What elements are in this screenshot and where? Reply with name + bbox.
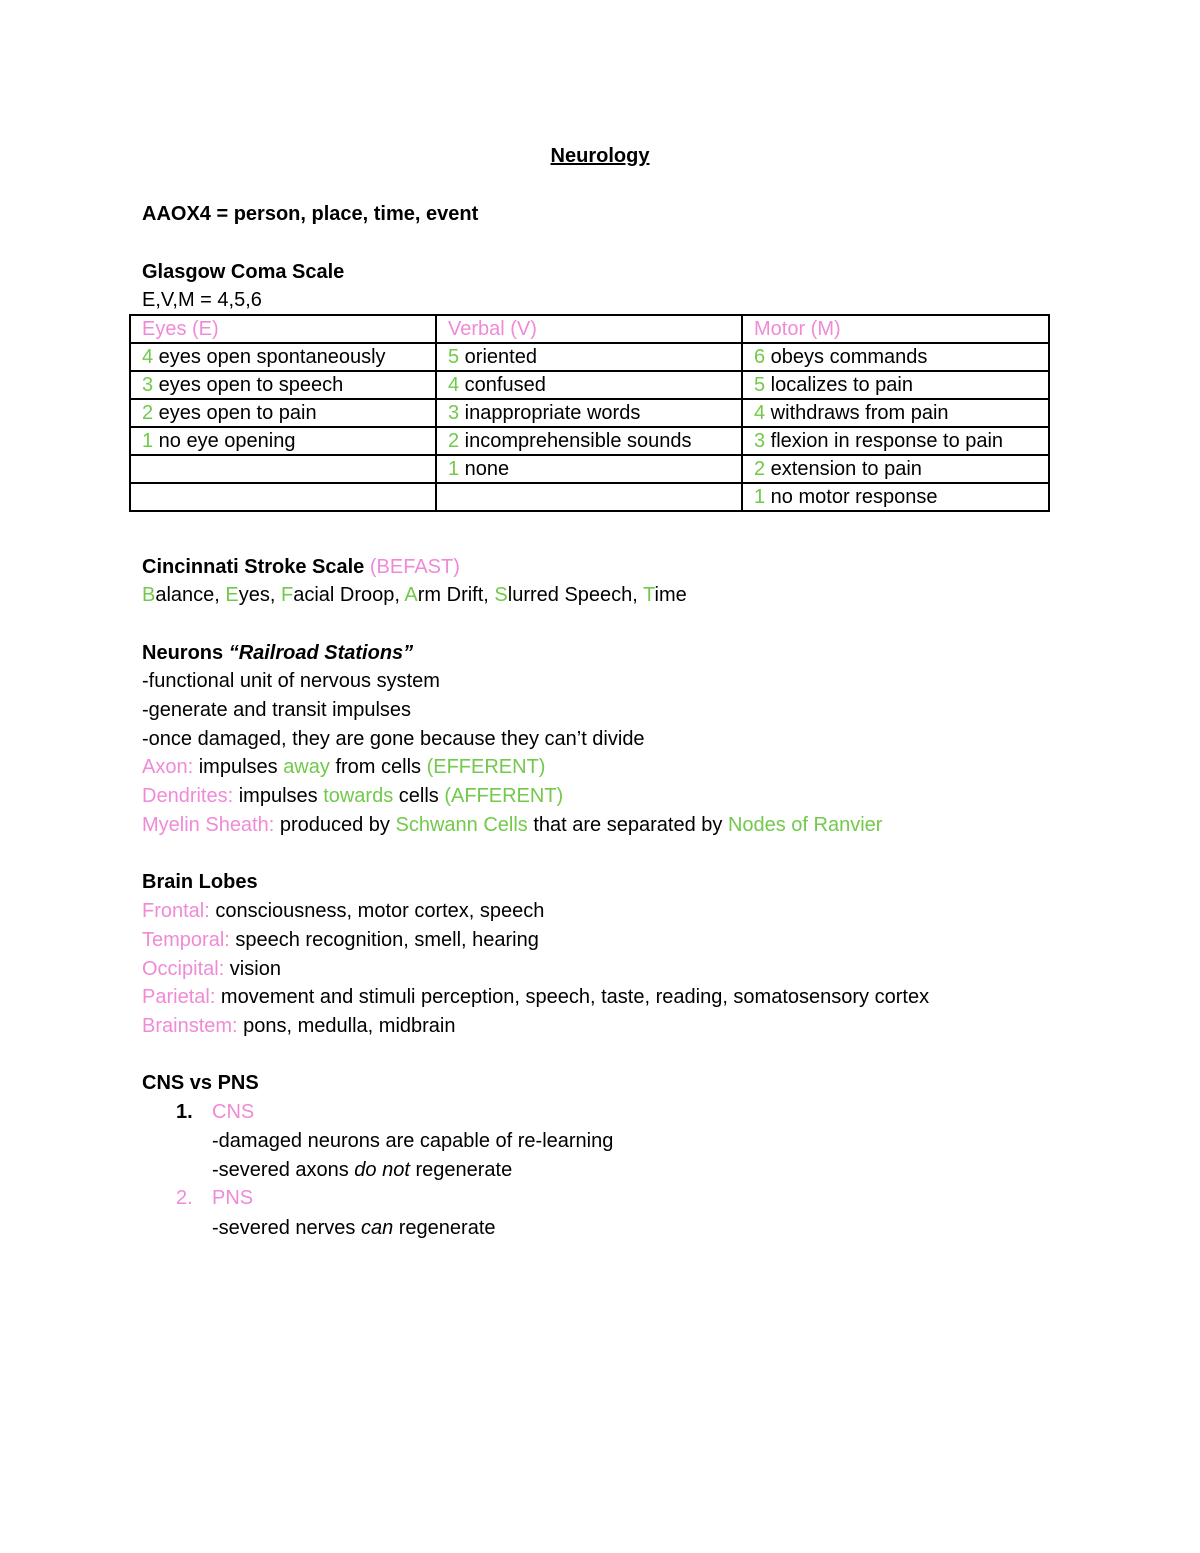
gcs-header-row <box>130 315 1049 343</box>
stroke-items-line <box>142 581 687 609</box>
pns-detail: -severed nerves <box>212 1217 361 1239</box>
stroke-sep: , <box>394 584 405 606</box>
neurons-heading-line <box>142 639 413 667</box>
stroke-heading-line <box>142 553 460 581</box>
neurons-bullet: -once damaged, they are gone because they can’t divide <box>142 728 645 750</box>
lobe-desc: vision <box>224 958 281 980</box>
gcs-score: 1 <box>754 486 766 508</box>
neurons-bullet: -functional unit of nervous system <box>142 670 440 692</box>
myelin-text: that are separated by <box>527 814 728 836</box>
lobe-term: Temporal: <box>142 929 230 951</box>
lobe-term: Brainstem: <box>142 1015 238 1037</box>
lobe-desc: pons, medulla, midbrain <box>237 1015 456 1037</box>
gcs-cell-verbal-empty <box>436 483 742 511</box>
gcs-formula: E,V,M = 4,5,6 <box>142 289 262 311</box>
gcs-score: 3 <box>448 402 460 424</box>
cns-item <box>0 1098 1200 1126</box>
gcs-desc: incomprehensible sounds <box>459 430 692 452</box>
gcs-score: 2 <box>754 458 766 480</box>
gcs-desc: no motor response <box>765 486 938 508</box>
stroke-letter: F <box>281 584 294 606</box>
gcs-cell-verbal <box>436 399 742 427</box>
gcs-cell-motor <box>742 399 1049 427</box>
aaox-line: AAOX4 = person, place, time, event <box>142 203 479 225</box>
cns-label: CNS <box>212 1101 255 1123</box>
gcs-score: 2 <box>448 430 460 452</box>
gcs-cell-verbal <box>436 427 742 455</box>
gcs-cell-motor <box>742 455 1049 483</box>
lobe-desc: consciousness, motor cortex, speech <box>209 900 545 922</box>
cnspns-heading: CNS vs PNS <box>142 1072 259 1094</box>
gcs-desc: extension to pain <box>765 458 922 480</box>
myelin-term: Myelin Sheath: <box>142 814 275 836</box>
gcs-score: 4 <box>142 346 154 368</box>
gcs-desc: localizes to pain <box>765 374 913 396</box>
cns-emphasis: do not <box>354 1159 410 1181</box>
dendrites-text: cells <box>393 785 445 807</box>
gcs-score: 4 <box>754 402 766 424</box>
stroke-letter: B <box>142 584 156 606</box>
gcs-score: 3 <box>754 430 766 452</box>
stroke-sep: , <box>214 584 226 606</box>
axon-text: impulses <box>193 756 284 778</box>
axon-highlight: away <box>283 756 330 778</box>
lobe-desc: speech recognition, smell, hearing <box>229 929 539 951</box>
gcs-cell-verbal <box>436 343 742 371</box>
dendrites-text: impulses <box>233 785 324 807</box>
gcs-cell-eyes <box>130 427 436 455</box>
lobe-item <box>142 926 539 954</box>
axon-highlight: (EFFERENT) <box>426 756 546 778</box>
gcs-desc: no eye opening <box>153 430 296 452</box>
myelin-highlight: Schwann Cells <box>395 814 528 836</box>
lobe-desc: movement and stimuli perception, speech, taste, reading, somatosensory cortex <box>215 986 930 1008</box>
stroke-word: alance <box>155 584 215 606</box>
gcs-row <box>130 343 1049 371</box>
lobe-item <box>142 955 281 983</box>
gcs-desc: none <box>459 458 510 480</box>
gcs-score: 6 <box>754 346 766 368</box>
gcs-row <box>130 427 1049 455</box>
gcs-header-eyes: Eyes (E) <box>130 315 436 343</box>
myelin-highlight: Nodes of Ranvier <box>727 814 883 836</box>
gcs-score: 3 <box>142 374 154 396</box>
gcs-cell-eyes <box>130 399 436 427</box>
stroke-sep: , <box>483 584 495 606</box>
lobe-term: Occipital: <box>142 958 225 980</box>
axon-term: Axon: <box>142 756 194 778</box>
pns-detail: regenerate <box>393 1217 496 1239</box>
neurons-bullet: -generate and transit impulses <box>142 699 412 721</box>
stroke-letter: E <box>225 584 239 606</box>
gcs-row <box>130 455 1049 483</box>
stroke-sep: , <box>632 584 644 606</box>
stroke-letter: T <box>643 584 655 606</box>
lobe-item <box>142 897 544 925</box>
myelin-line <box>142 811 882 839</box>
dendrites-highlight: (AFFERENT) <box>444 785 564 807</box>
gcs-row <box>130 483 1049 511</box>
stroke-letter: S <box>494 584 508 606</box>
stroke-heading: Cincinnati Stroke Scale <box>142 556 365 578</box>
gcs-cell-eyes <box>130 371 436 399</box>
neurons-nickname: “Railroad Stations” <box>228 642 414 664</box>
lobes-heading: Brain Lobes <box>142 871 258 893</box>
gcs-desc: inappropriate words <box>459 402 641 424</box>
gcs-desc: oriented <box>459 346 537 368</box>
axon-text: from cells <box>329 756 427 778</box>
gcs-row <box>130 399 1049 427</box>
myelin-text: produced by <box>274 814 396 836</box>
gcs-score: 5 <box>754 374 766 396</box>
gcs-cell-eyes <box>130 343 436 371</box>
page-title: Neurology <box>550 145 650 167</box>
gcs-desc: eyes open to speech <box>153 374 344 396</box>
gcs-heading: Glasgow Coma Scale <box>142 261 345 283</box>
stroke-sep: , <box>269 584 281 606</box>
cns-detail: -damaged neurons are capable of re-learning <box>212 1130 614 1152</box>
stroke-letter: A <box>404 584 418 606</box>
cns-detail: regenerate <box>409 1159 513 1181</box>
gcs-desc: flexion in response to pain <box>765 430 1004 452</box>
cns-number: 1. <box>176 1101 193 1123</box>
lobe-term: Parietal: <box>142 986 216 1008</box>
stroke-word: ime <box>654 584 687 606</box>
gcs-cell-eyes-empty <box>130 455 436 483</box>
gcs-score: 5 <box>448 346 460 368</box>
gcs-header-verbal: Verbal (V) <box>436 315 742 343</box>
gcs-score: 1 <box>448 458 460 480</box>
lobe-item <box>142 983 929 1011</box>
lobe-item <box>142 1012 455 1040</box>
lobe-term: Frontal: <box>142 900 210 922</box>
dendrites-line <box>142 782 563 810</box>
gcs-cell-verbal <box>436 455 742 483</box>
dendrites-highlight: towards <box>323 785 394 807</box>
gcs-desc: withdraws from pain <box>765 402 949 424</box>
gcs-cell-verbal <box>436 371 742 399</box>
cns-detail-line <box>212 1156 512 1184</box>
gcs-desc: confused <box>459 374 546 396</box>
gcs-table <box>129 314 1050 512</box>
gcs-desc: eyes open to pain <box>153 402 317 424</box>
gcs-cell-motor <box>742 371 1049 399</box>
gcs-cell-motor <box>742 427 1049 455</box>
neurons-heading: Neurons <box>142 642 224 664</box>
gcs-cell-motor <box>742 483 1049 511</box>
stroke-word: yes <box>238 584 270 606</box>
gcs-header-motor: Motor (M) <box>742 315 1049 343</box>
gcs-cell-eyes-empty <box>130 483 436 511</box>
gcs-desc: obeys commands <box>765 346 928 368</box>
gcs-row <box>130 371 1049 399</box>
pns-item <box>0 1184 1200 1212</box>
pns-emphasis: can <box>360 1217 394 1239</box>
pns-number: 2. <box>176 1187 193 1209</box>
gcs-score: 1 <box>142 430 154 452</box>
stroke-word: lurred Speech <box>507 584 633 606</box>
stroke-acronym: (BEFAST) <box>369 556 460 578</box>
stroke-word: rm Drift <box>417 584 484 606</box>
axon-line <box>142 753 545 781</box>
stroke-word: acial Droop <box>293 584 395 606</box>
pns-detail-line <box>212 1214 496 1242</box>
gcs-cell-motor <box>742 343 1049 371</box>
dendrites-term: Dendrites: <box>142 785 234 807</box>
pns-label: PNS <box>212 1187 254 1209</box>
gcs-score: 4 <box>448 374 460 396</box>
gcs-score: 2 <box>142 402 154 424</box>
cns-detail: -severed axons <box>212 1159 355 1181</box>
gcs-desc: eyes open spontaneously <box>153 346 386 368</box>
